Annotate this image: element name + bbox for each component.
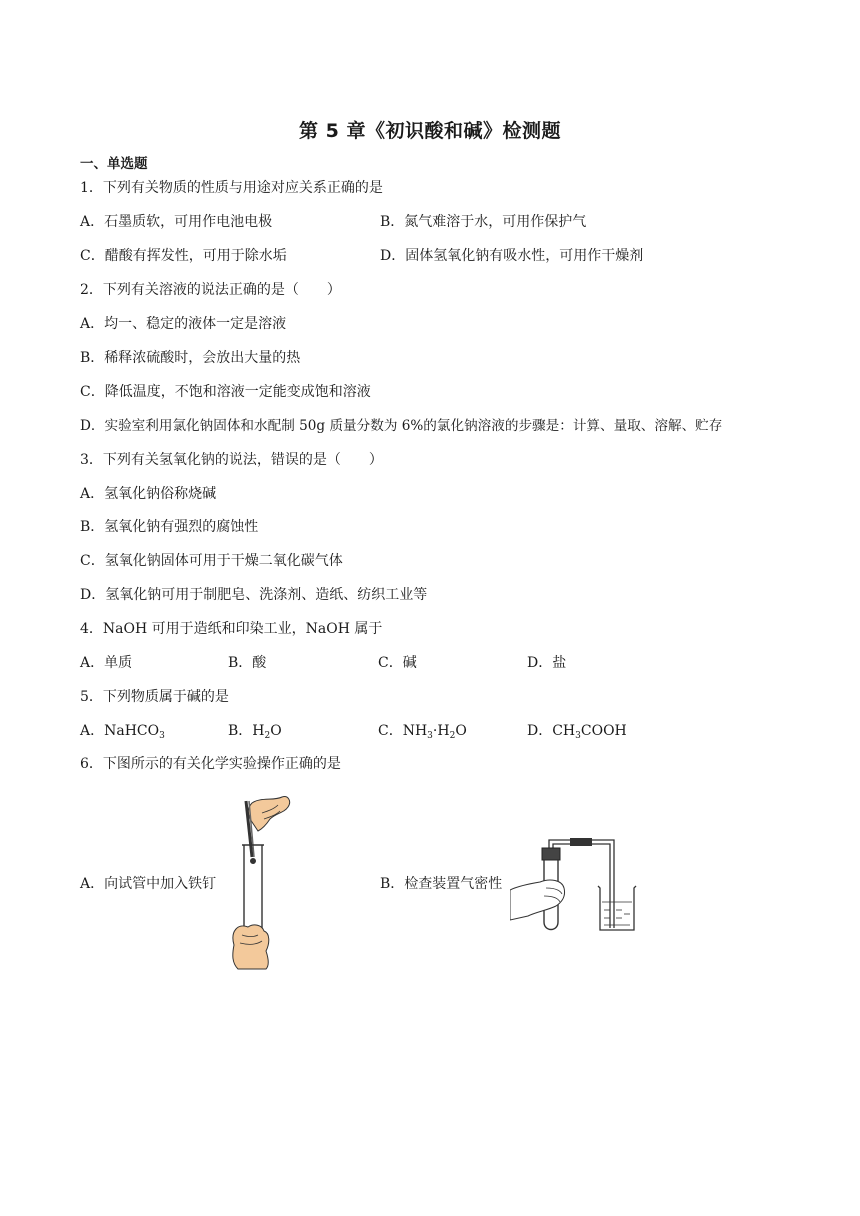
question-1-stem: 1．下列有关物质的性质与用途对应关系正确的是 bbox=[80, 180, 383, 196]
question-4-option-a[interactable]: A．单质 bbox=[80, 655, 133, 671]
question-5-option-a[interactable] bbox=[80, 722, 165, 740]
test-tube-nail-illustration bbox=[218, 795, 298, 970]
question-5-option-d[interactable] bbox=[527, 722, 627, 740]
formula-text: B．H bbox=[228, 723, 265, 739]
formula-subscript: 2 bbox=[449, 731, 456, 741]
airtightness-check-illustration bbox=[510, 830, 650, 940]
formula-text: O bbox=[455, 723, 467, 739]
question-3-option-d[interactable]: D．氢氧化钠可用于制肥皂、洗涤剂、造纸、纺织工业等 bbox=[80, 587, 428, 603]
question-2-stem: 2．下列有关溶液的说法正确的是（ ） bbox=[80, 282, 341, 298]
question-6-option-a[interactable]: A．向试管中加入铁钉 bbox=[80, 876, 217, 892]
question-5-option-b[interactable] bbox=[228, 722, 282, 740]
question-2-option-a[interactable]: A．均一、稳定的液体一定是溶液 bbox=[80, 316, 287, 332]
formula-text: COOH bbox=[580, 723, 627, 739]
question-4-option-c[interactable]: C．碱 bbox=[378, 655, 417, 671]
formula-subscript: 3 bbox=[575, 731, 581, 741]
formula-text: O bbox=[270, 723, 282, 739]
question-3-option-c[interactable]: C．氢氧化钠固体可用于干燥二氧化碳气体 bbox=[80, 553, 343, 569]
formula-subscript: 3 bbox=[159, 731, 165, 741]
question-5-stem: 5．下列物质属于碱的是 bbox=[80, 689, 229, 705]
question-1-option-b[interactable]: B．氮气难溶于水，可用作保护气 bbox=[380, 214, 587, 230]
question-6-stem: 6．下图所示的有关化学实验操作正确的是 bbox=[80, 756, 341, 772]
formula-text: ·H bbox=[432, 723, 450, 739]
section-heading: 一、单选题 bbox=[80, 156, 148, 172]
question-6-option-b[interactable]: B．检查装置气密性 bbox=[380, 876, 503, 892]
page-title: 第 5 章《初识酸和碱》检测题 bbox=[299, 120, 561, 142]
question-2-option-d[interactable]: D．实验室利用氯化钠固体和水配制 50g 质量分数为 6%的氯化钠溶液的步骤是：计算、量取、溶解、贮存 bbox=[80, 418, 723, 434]
question-4-option-d[interactable]: D．盐 bbox=[527, 655, 567, 671]
question-2-option-b[interactable]: B．稀释浓硫酸时，会放出大量的热 bbox=[80, 350, 301, 366]
formula-subscript: 2 bbox=[264, 731, 271, 741]
formula-text: A．NaHCO bbox=[80, 723, 160, 739]
question-3-stem: 3．下列有关氢氧化钠的说法，错误的是（ ） bbox=[80, 452, 383, 468]
question-4-option-b[interactable]: B．酸 bbox=[228, 655, 267, 671]
question-3-option-a[interactable]: A．氢氧化钠俗称烧碱 bbox=[80, 486, 217, 502]
formula-subscript: 3 bbox=[427, 731, 433, 741]
question-1-option-d[interactable]: D．固体氢氧化钠有吸水性，可用作干燥剂 bbox=[380, 248, 644, 264]
question-5-option-c[interactable] bbox=[378, 722, 467, 740]
formula-text: C．NH bbox=[378, 723, 428, 739]
formula-text: D．CH bbox=[527, 723, 576, 739]
question-4-stem: 4．NaOH 可用于造纸和印染工业，NaOH 属于 bbox=[80, 621, 383, 637]
question-2-option-c[interactable]: C．降低温度，不饱和溶液一定能变成饱和溶液 bbox=[80, 384, 371, 400]
question-1-option-c[interactable]: C．醋酸有挥发性，可用于除水垢 bbox=[80, 248, 287, 264]
question-3-option-b[interactable]: B．氢氧化钠有强烈的腐蚀性 bbox=[80, 519, 259, 535]
question-1-option-a[interactable]: A．石墨质软，可用作电池电极 bbox=[80, 214, 273, 230]
